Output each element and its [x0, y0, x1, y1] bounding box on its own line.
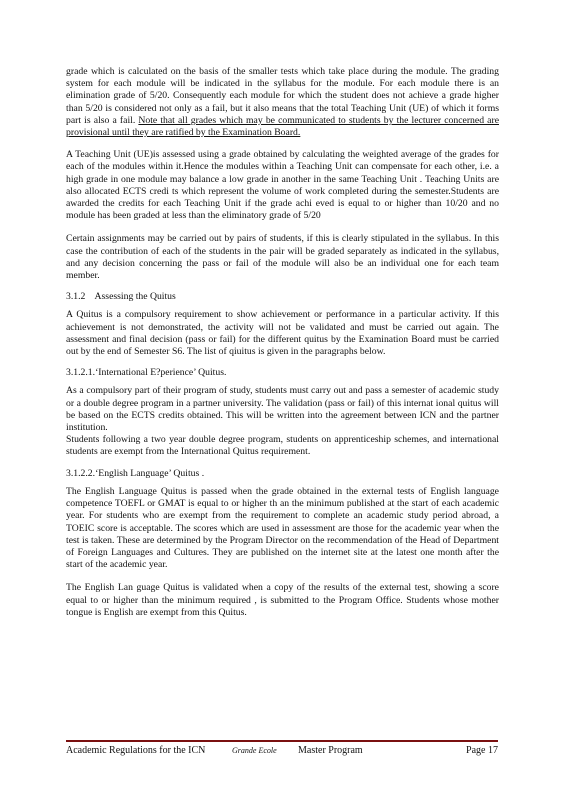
paragraph-english-quitus-validation: The English Lan guage Quitus is validated when a copy of the results of the external test, showing a score equal to or higher than the minimum required , is submitted to the Program Office. Students whose mother tongue is English are exempt from this Quitus. — [66, 582, 499, 618]
provisional-grades-note: Note that all grades which may be communicated to students by the lecturer concerned are provisional until they are ratified by the Examination Board. — [66, 114, 499, 139]
footer-document-title: Academic Regulations for the ICN — [66, 745, 206, 756]
page-footer — [66, 745, 498, 759]
paragraph-international-exemptions: Students following a two year double degree program, students on apprenticeship schemes, and international students are exempt from the International Quitus requirement. — [66, 434, 499, 458]
paragraph-english-quitus-pass: The English Language Quitus is passed when the grade obtained in the external tests of English language competence TOEFL or GMAT is equal to or higher th an the minimum published at the start of each academic year. For students who are exempt from the requirement to complete an academic study period abroad, a TOEIC score is acceptable. The scores which are used in assessment are those for the academic year when the test is taken. These are determined by the Program Director on the recommendation of the Head of Department of Foreign Languages and Cultures. They are published on the internet site at the latest one month after the start of the academic year. — [66, 485, 499, 571]
paragraph-grading-system — [66, 66, 499, 139]
footer-page-number: Page 17 — [466, 745, 498, 756]
footer-program-name: Master Program — [298, 745, 363, 756]
body-content — [66, 66, 499, 619]
paragraph-quitus-definition: A Quitus is a compulsory requirement to show achievement or performance in a particular activity. If this achievement is not demonstrated, the activity will not be validated and must be carried out again. The assessment and final decision (pass or fail) for the different quitus by the Examination Board must be carried out by the end of Semester S6. The list of qiuitus is given in the paragraphs below. — [66, 309, 499, 358]
footer-divider — [66, 740, 498, 742]
paragraph-grading-text: grade which is calculated on the basis of the smaller tests which take place during the module. The grading system for each module will be indicated in the syllabus for the module. For each module there is an elimination grade of 5/20. Consequently each module for which the student does not achieve a grade higher than 5/20 is considered not only as a fail, but it also means that the total Teaching Unit (UE) of which it forms part is also a fail. — [66, 66, 499, 126]
heading-international-experience-quitus: 3.1.2.1.‘International E?perience’ Quitus. — [66, 367, 227, 379]
paragraph-teaching-unit: A Teaching Unit (UE)is assessed using a grade obtained by calculating the weighted average of the grades for each of the modules within it.Hence the modules within a Teaching Unit can compensate for each other, i.e. a high grade in one module may balance a low grade in another in the same Teaching Unit . Teaching Units are also allocated ECTS credi ts which represent the volume of work completed during the semester.Students are awarded the credits for each Teaching Unit if the grade achi eved is equal to or higher than 10/20 and no module has been graded at less than the eliminatory grade of 5/20 — [66, 149, 499, 222]
footer-school-name: Grande Ecole — [232, 746, 277, 755]
heading-english-language-quitus: 3.1.2.2.‘English Language’ Quitus . — [66, 467, 205, 479]
heading-assessing-quitus: 3.1.2 Assessing the Quitus — [66, 291, 176, 303]
paragraph-pairs-assignments: Certain assignments may be carried out by pairs of students, if this is clearly stipulated in the syllabus. In this case the contribution of each of the students in the pair will be graded separately as indicated in the syllabus, and any decision concerning the pass or fail of the module will also be an individual one for each team member. — [66, 233, 499, 282]
paragraph-international-quitus: As a compulsory part of their program of study, students must carry out and pass a semester of academic study or a double degree program in a partner university. The validation (pass or fail) of this internat ional quitus will be based on the ECTS credits obtained. This will be written into the agreement between ICN and the partner institution. — [66, 385, 499, 434]
